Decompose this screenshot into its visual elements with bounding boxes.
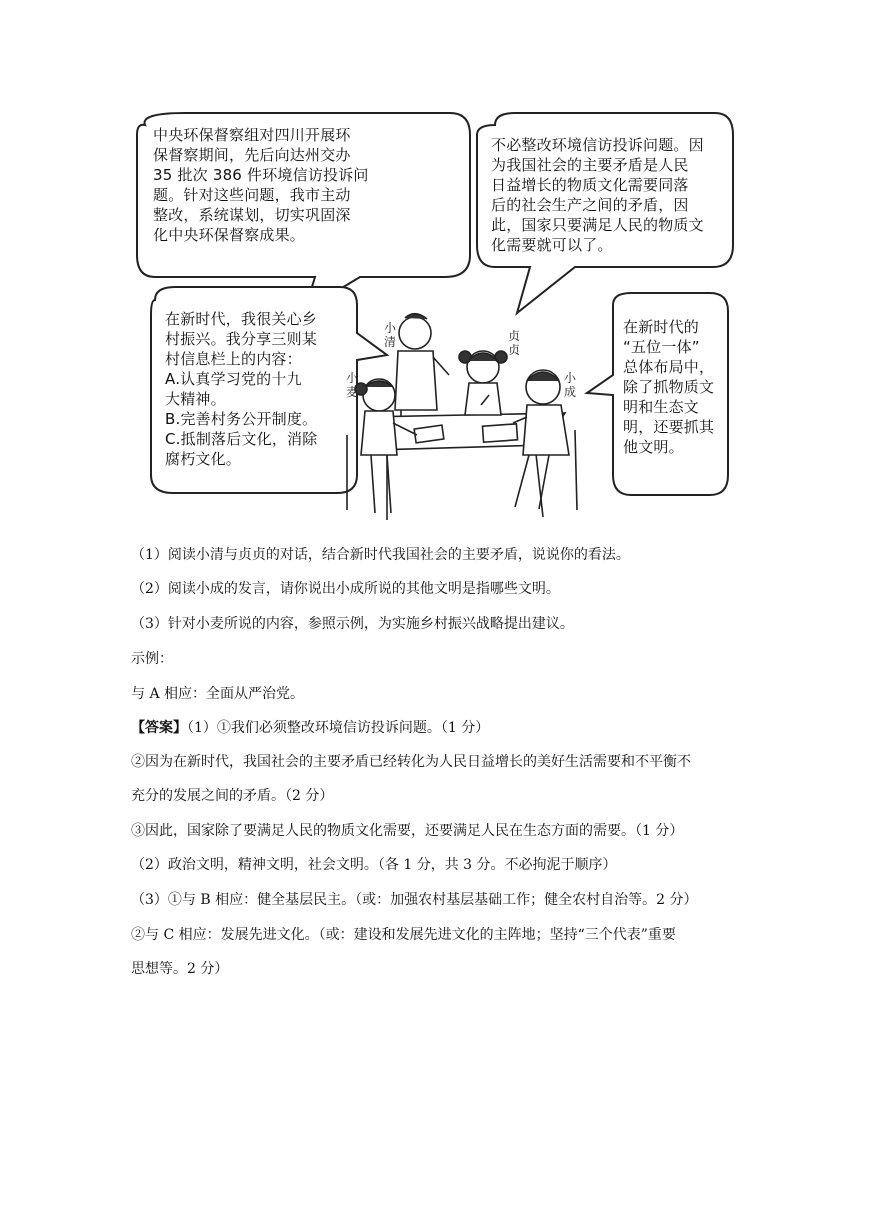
answer-text-1: （1）①我们必须整改环境信访投诉问题。（1 分） xyxy=(187,720,490,736)
name-label-zhenzhen: 贞贞 xyxy=(507,329,520,357)
answer-line-7: ②与 C 相应：发展先进文化。（或：建设和发展先进文化的主阵地；坚持“三个代表”重要 xyxy=(131,927,676,943)
question-3: （3）针对小麦所说的内容，参照示例，为实施乡村振兴战略提出建议。 xyxy=(131,616,574,632)
question-1: （1）阅读小清与贞贞的对话，结合新时代我国社会的主要矛盾，说说你的看法。 xyxy=(131,547,630,563)
answer-line-3: 充分的发展之间的矛盾。（2 分） xyxy=(131,788,334,804)
answer-line-6: （3）①与 B 相应：健全基层民主。（或：加强农村基层基础工作；健全农村自治等。2 分） xyxy=(131,892,698,908)
figure-xiaoqing xyxy=(395,314,449,417)
answer-line-4: ③因此，国家除了要满足人民的物质文化需要，还要满足人民在生态方面的需要。（1 分） xyxy=(131,823,684,839)
name-label-xiaomai: 小麦 xyxy=(345,371,358,399)
answer-heading: 【答案】 xyxy=(131,720,187,736)
figure-zhenzhen xyxy=(459,351,507,415)
name-label-xiaocheng: 小成 xyxy=(563,371,576,399)
bubble-text-top-right: 不必整改环境信访投诉问题。因 为我国社会的主要矛盾是人民 日益增长的物质文化需要同落 后的社会生产之间的矛盾，因 此，国家只要满足人民的物质文 化需要就可以了。 xyxy=(491,136,704,254)
answer-line-2: ②因为在新时代，我国社会的主要矛盾已经转化为人民日益增长的美好生活需要和不平衡不 xyxy=(131,754,691,770)
answer-line-1 xyxy=(131,717,489,737)
answer-line-8: 思想等。2 分） xyxy=(131,961,229,977)
name-label-xiaoqing: 小清 xyxy=(383,321,396,349)
bubble-text-top-left: 中央环保督察组对四川开展环 保督察期间，先后向达州交办 35 批次 386 件环境信访投诉问 题。针对这些问题，我市主动 整改，系统谋划，切实巩固深 化中央环保督察成果。 xyxy=(153,126,369,244)
example-label: 示例： xyxy=(131,651,173,667)
bubble-text-mid-right: 在新时代的 “五位一体” 总体布局中， 除了抓物质文 明和生态文 明，还要抓其 他文明。 xyxy=(623,318,715,456)
question-2: （2）阅读小成的发言，请你说出小成所说的其他文明是指哪些文明。 xyxy=(131,581,560,597)
bubble-text-mid-left: 在新时代，我很关心乡 村振兴。我分享三则某 村信息栏上的内容： A.认真学习党的十九 大精神。 B.完善村务公开制度。 C.抵制落后文化，消除 腐朽文化。 xyxy=(165,310,318,468)
example-text: 与 A 相应：全面从严治党。 xyxy=(131,686,305,702)
illustration-figure xyxy=(125,105,745,535)
answer-line-5: （2）政治文明，精神文明，社会文明。（各 1 分，共 3 分。不必拘泥于顺序） xyxy=(131,857,617,873)
